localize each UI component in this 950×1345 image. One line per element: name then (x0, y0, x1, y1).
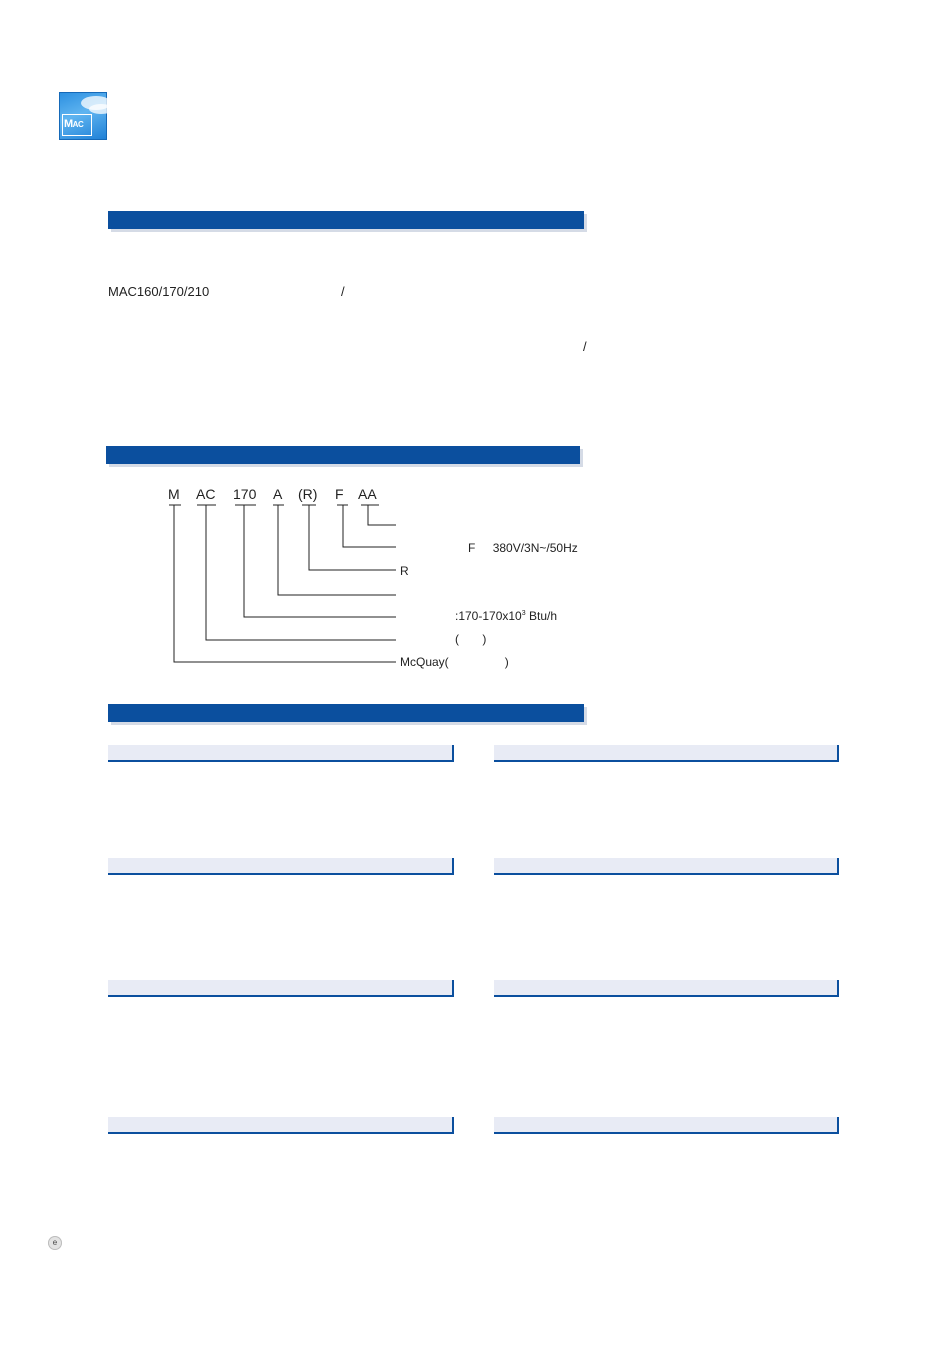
feature-header-4 (494, 858, 839, 875)
feature-header-2 (494, 745, 839, 762)
section-bar-features (108, 704, 584, 722)
code-letter-revision: AA (358, 486, 377, 502)
code-desc-capacity-unit: Btu/h (525, 609, 557, 623)
code-desc-type-close: ) (482, 632, 487, 646)
code-desc-power-value: 380V/3N~/50Hz (492, 541, 578, 555)
code-desc-capacity (455, 609, 557, 623)
code-desc-brand-close: ) (504, 655, 509, 669)
intro-model-list: MAC160/170/210 (108, 284, 210, 299)
code-letter-series: A (273, 486, 283, 502)
feature-header-8 (494, 1117, 839, 1134)
feature-header-5 (108, 980, 454, 997)
code-desc-brand (400, 655, 509, 669)
code-desc-power-prefix: F (468, 541, 476, 555)
page-mark-icon: e (48, 1236, 62, 1250)
code-desc-type-open: ( (455, 632, 459, 646)
code-letter-brand: M (168, 486, 180, 502)
code-desc-capacity-value: :170-170x10 (455, 609, 522, 623)
code-desc-power (468, 541, 578, 555)
feature-header-7 (108, 1117, 454, 1134)
feature-header-1 (108, 745, 454, 762)
logo-text-small: AC (72, 120, 84, 129)
code-desc-capacity-exp: 3 (521, 610, 526, 617)
code-desc-heat-pump: R (400, 564, 409, 578)
code-letter-capacity: 170 (233, 486, 257, 502)
feature-header-6 (494, 980, 839, 997)
intro-slash-2: / (583, 339, 587, 354)
code-desc-brand-open: McQuay( (400, 655, 449, 669)
intro-slash-1: / (341, 284, 345, 299)
logo-text-main: M (64, 118, 73, 130)
code-letter-power: F (335, 486, 344, 502)
code-letter-heat-pump: (R) (298, 486, 318, 502)
code-letter-type: AC (196, 486, 216, 502)
code-desc-type (455, 632, 486, 646)
feature-header-3 (108, 858, 454, 875)
